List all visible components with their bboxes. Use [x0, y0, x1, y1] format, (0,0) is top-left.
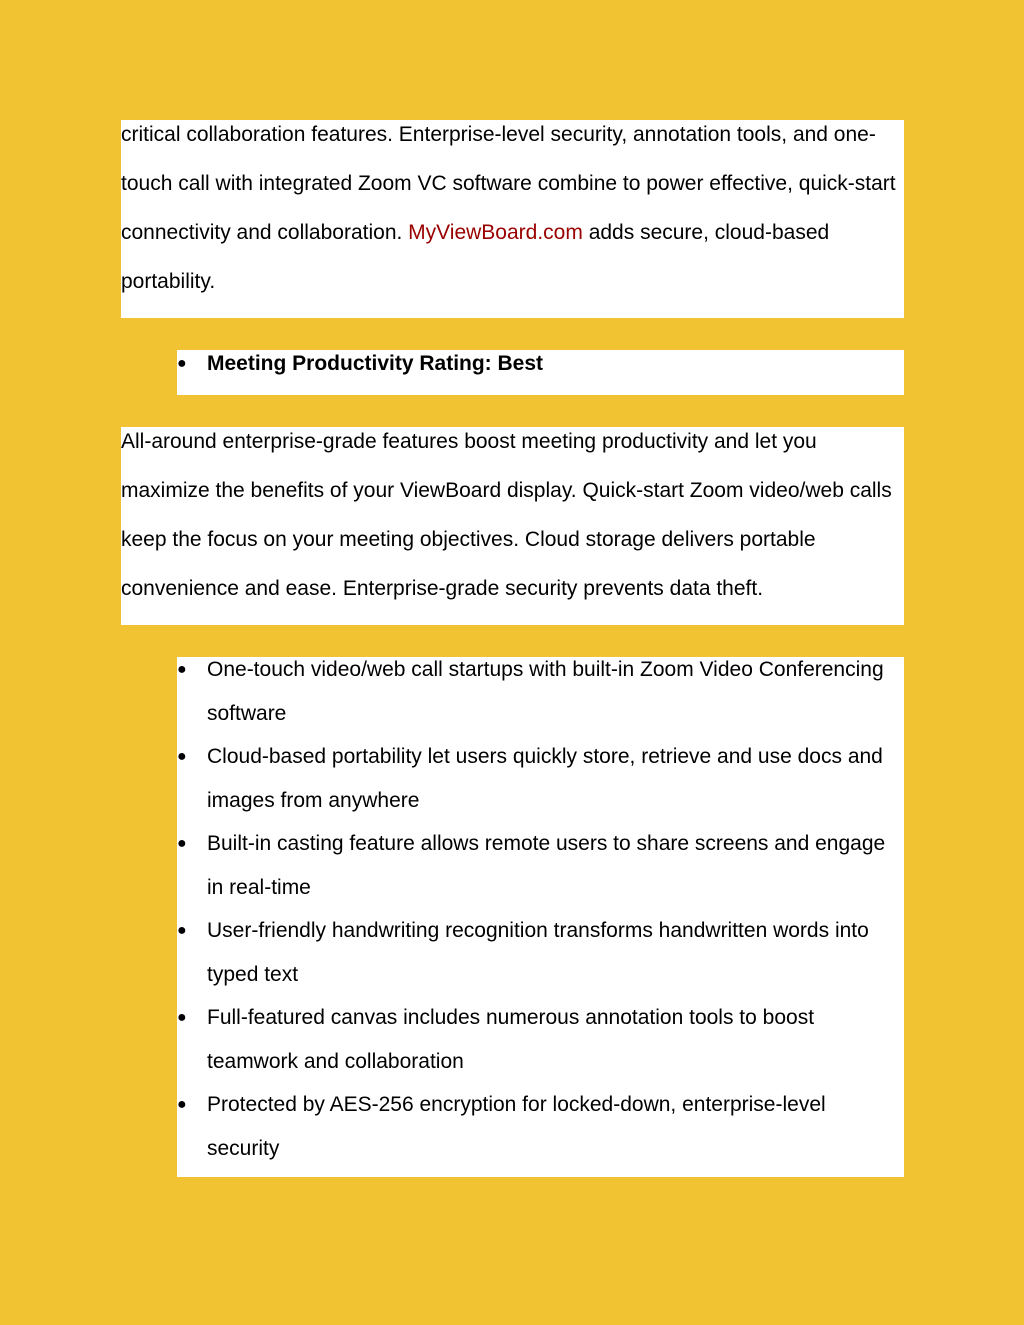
- myviewboard-link[interactable]: MyViewBoard.com: [408, 221, 583, 244]
- feature-text: Protected by AES-256 encryption for locked-down, enterprise-level security: [207, 1093, 826, 1160]
- bullet-icon: ●: [177, 835, 187, 852]
- feature-text: Full-featured canvas includes numerous annotation tools to boost teamwork and collaboration: [207, 1006, 815, 1073]
- list-item: [177, 996, 904, 1083]
- intro-paragraph: [121, 110, 904, 306]
- list-item: [177, 1083, 904, 1170]
- feature-text: Built-in casting feature allows remote users to share screens and engage in real-time: [207, 832, 886, 899]
- intro-text-before-link: critical collaboration features. Enterprise-level security, annotation tools, and one-touch call with integrated Zoom VC software combine to power effective, quick-start connectivity and collaboration.: [121, 123, 896, 244]
- bullet-icon: ●: [177, 748, 187, 765]
- list-item: [177, 909, 904, 996]
- intro-panel: [121, 120, 904, 318]
- list-item: [177, 822, 904, 909]
- summary-panel: [121, 427, 904, 625]
- bullet-icon: ●: [177, 1009, 187, 1026]
- rating-heading: [177, 351, 904, 377]
- bullet-icon: ●: [177, 1096, 187, 1113]
- intro-text-after-link: adds secure, cloud-based portability.: [121, 221, 830, 293]
- list-item: [177, 648, 904, 735]
- feature-text: Cloud-based portability let users quickly store, retrieve and use docs and images from anywhere: [207, 745, 883, 812]
- feature-text: One-touch video/web call startups with built-in Zoom Video Conferencing software: [207, 658, 884, 725]
- rating-heading-text: Meeting Productivity Rating: Best: [207, 352, 544, 375]
- rating-heading-panel: [177, 350, 904, 395]
- bullet-icon: ●: [177, 922, 187, 939]
- list-item: [177, 735, 904, 822]
- feature-list: [177, 648, 904, 1170]
- features-panel: [177, 657, 904, 1177]
- bullet-icon: ●: [177, 355, 187, 372]
- summary-paragraph: All-around enterprise-grade features boost meeting productivity and let you maximize the benefits of your ViewBoard display. Quick-start Zoom video/web calls keep the focus on your meeting objectives. Cloud storage delivers portable convenience and ease. Enterprise-grade security prevents data theft.: [121, 430, 892, 600]
- feature-text: User-friendly handwriting recognition transforms handwritten words into typed text: [207, 919, 869, 986]
- bullet-icon: ●: [177, 661, 187, 678]
